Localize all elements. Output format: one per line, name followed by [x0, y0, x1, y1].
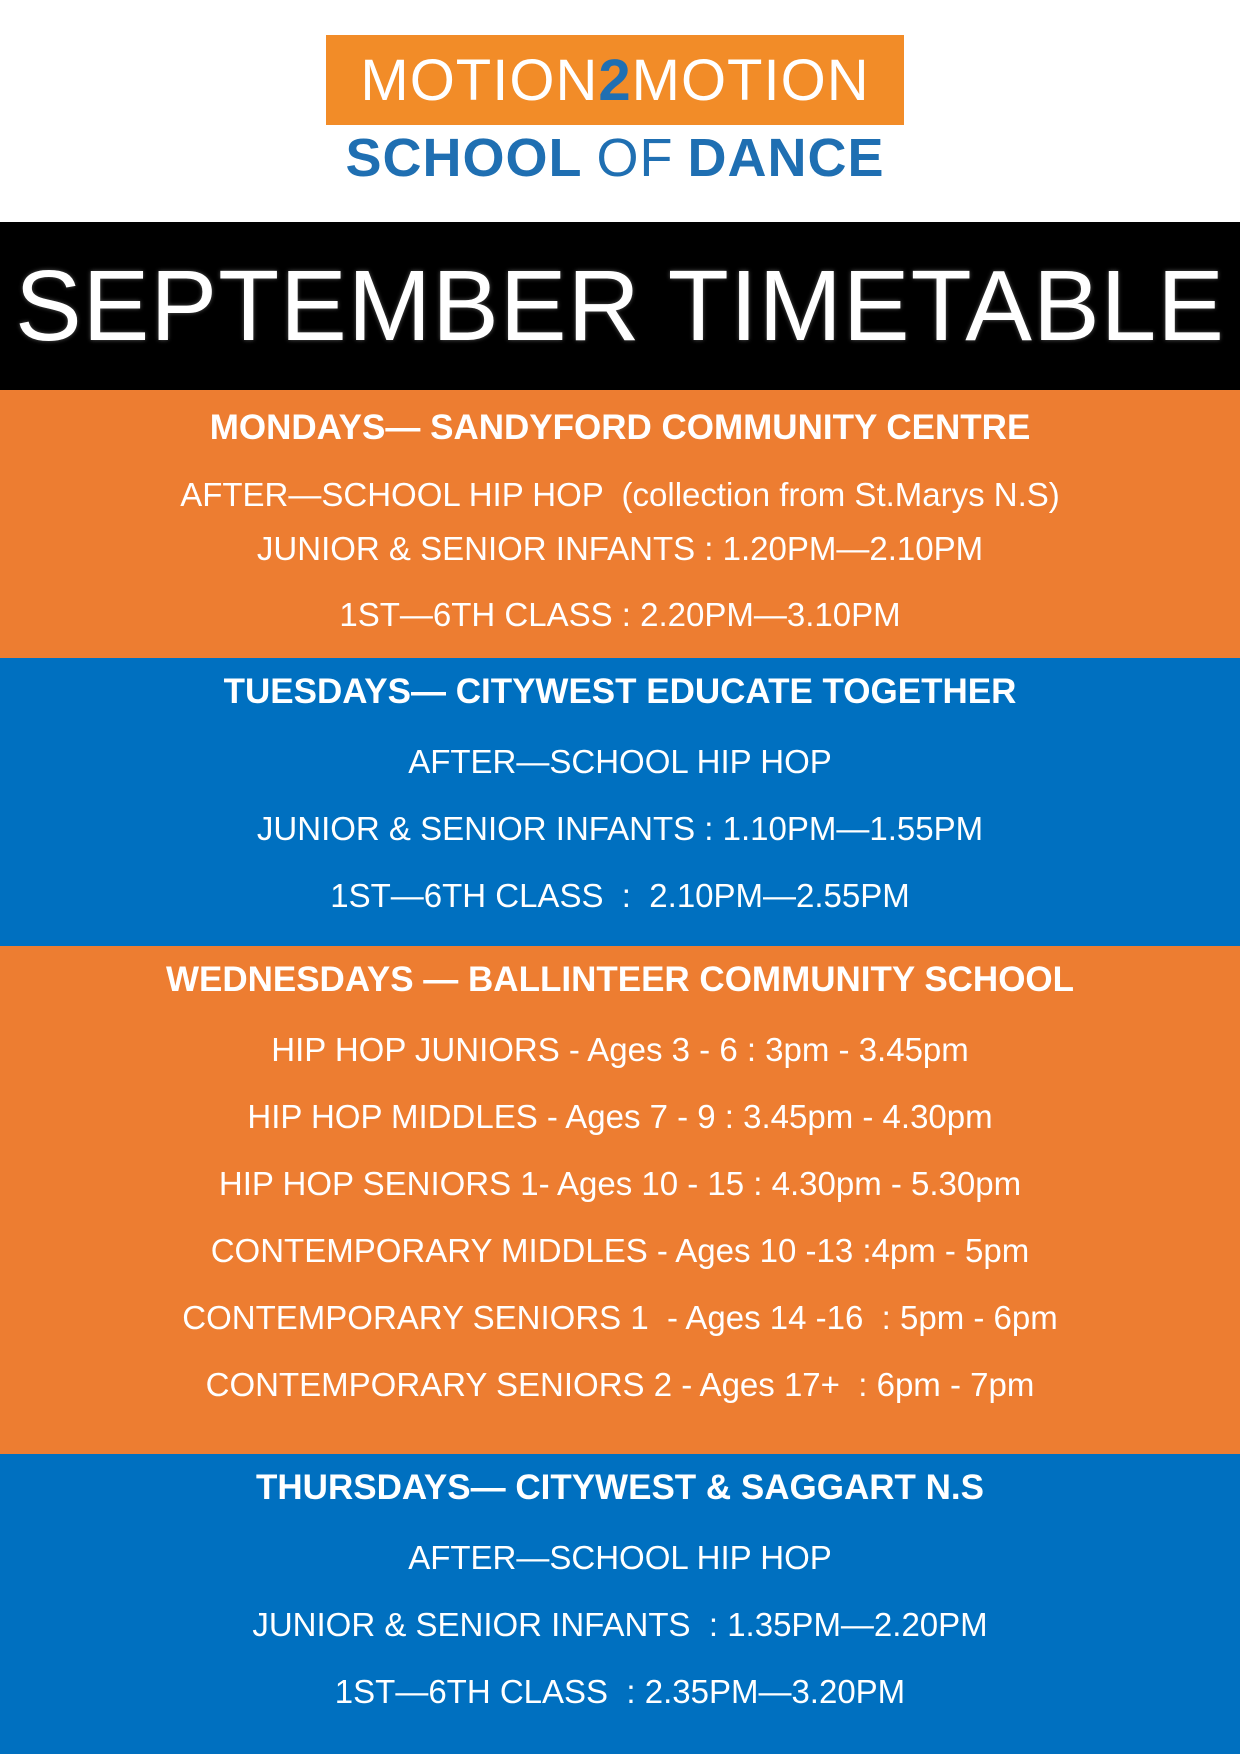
logo-word-motion-1: MOTION [360, 47, 599, 113]
tuesday-section [0, 658, 1240, 946]
logo-word-motion-2: MOTION [631, 47, 870, 113]
thursday-section [0, 1454, 1240, 1754]
school-logo [326, 35, 904, 188]
wednesday-heading: WEDNESDAYS — BALLINTEER COMMUNITY SCHOOL [165, 960, 1075, 999]
page-title: SEPTEMBER TIMETABLE [14, 249, 1225, 362]
schedule-line: AFTER—SCHOOL HIP HOP [408, 1539, 832, 1576]
schedule-line: 1ST—6TH CLASS : 2.10PM—2.55PM [330, 877, 910, 914]
monday-heading: MONDAYS— SANDYFORD COMMUNITY CENTRE [209, 408, 1031, 447]
schedule-line: CONTEMPORARY MIDDLES - Ages 10 -13 :4pm - 5pm [210, 1232, 1030, 1269]
logo-number-2: 2 [598, 47, 632, 113]
schedule-line: HIP HOP SENIORS 1- Ages 10 - 15 : 4.30pm - 5.30pm [218, 1165, 1022, 1202]
monday-section [0, 390, 1240, 658]
logo-word-school: SCHOOL [345, 128, 583, 188]
schedule-line: AFTER—SCHOOL HIP HOP (collection from St.Marys N.S) [180, 476, 1060, 513]
schedule-line: JUNIOR & SENIOR INFANTS : 1.10PM—1.55PM [256, 810, 984, 847]
schedule-line: CONTEMPORARY SENIORS 1 - Ages 14 -16 : 5pm - 6pm [182, 1299, 1058, 1336]
schedule-line: 1ST—6TH CLASS : 2.35PM—3.20PM [334, 1673, 906, 1710]
tuesday-heading: TUESDAYS— CITYWEST EDUCATE TOGETHER [223, 672, 1017, 711]
wednesday-section [0, 946, 1240, 1454]
schedule-line: JUNIOR & SENIOR INFANTS : 1.35PM—2.20PM [252, 1606, 988, 1643]
schedule-line: CONTEMPORARY SENIORS 2 - Ages 17+ : 6pm - 7pm [205, 1366, 1035, 1403]
schedule-line: HIP HOP MIDDLES - Ages 7 - 9 : 3.45pm - 4.30pm [247, 1098, 993, 1135]
schedule-line: HIP HOP JUNIORS - Ages 3 - 6 : 3pm - 3.45pm [271, 1031, 969, 1068]
logo-word-of: OF [596, 128, 674, 188]
title-band [0, 222, 1240, 390]
logo-subtitle [326, 128, 904, 188]
logo-word-dance: DANCE [687, 128, 885, 188]
thursday-heading: THURSDAYS— CITYWEST & SAGGART N.S [256, 1468, 984, 1507]
logo-top-banner [326, 35, 904, 125]
schedule-line: AFTER—SCHOOL HIP HOP [408, 743, 832, 780]
schedule-line: JUNIOR & SENIOR INFANTS : 1.20PM—2.10PM [256, 530, 984, 567]
schedule-line: 1ST—6TH CLASS : 2.20PM—3.10PM [339, 596, 901, 633]
